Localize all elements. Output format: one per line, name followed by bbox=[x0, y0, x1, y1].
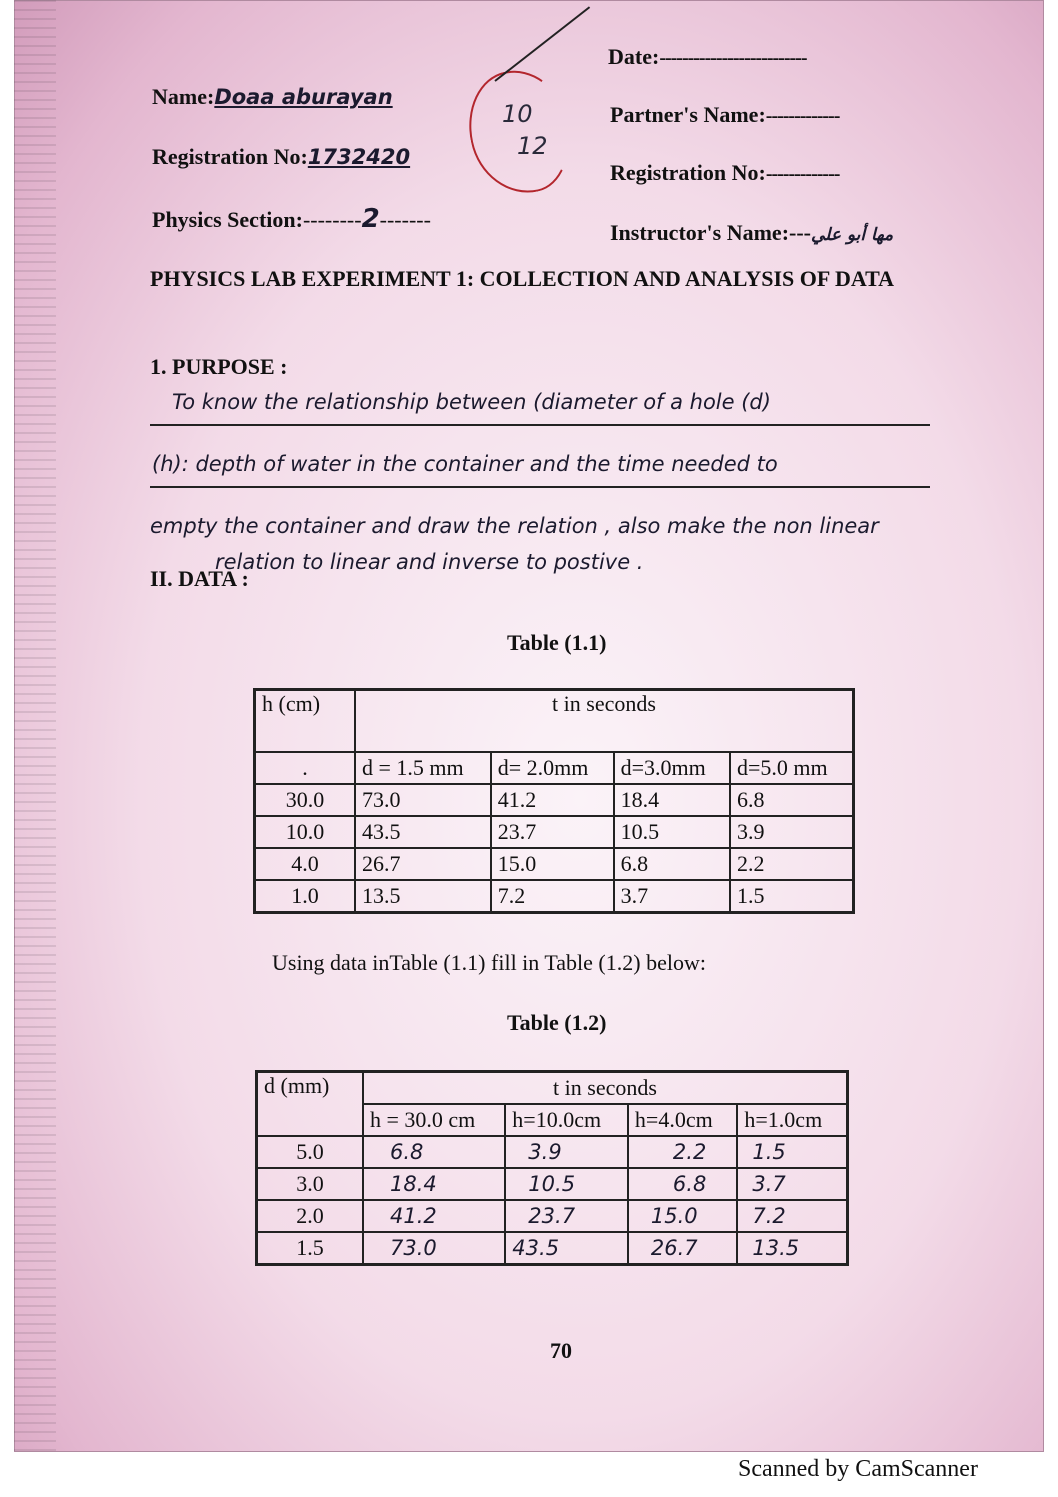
page-number: 70 bbox=[550, 1338, 572, 1363]
grade-score: 10 bbox=[502, 100, 533, 128]
name-value: Doaa aburayan bbox=[214, 85, 393, 109]
t-value: 41.2 bbox=[491, 784, 614, 816]
section-field: Physics Section:--------2------- bbox=[152, 204, 431, 234]
col-header: d=5.0 mm bbox=[730, 752, 853, 784]
t-value: 2.2 bbox=[628, 1136, 737, 1168]
t-header: t in seconds bbox=[355, 690, 854, 752]
t-value: 3.7 bbox=[614, 880, 730, 913]
table-row bbox=[255, 848, 854, 880]
table-1-1 bbox=[253, 688, 855, 914]
partner-field bbox=[610, 102, 839, 128]
date-label: Date: bbox=[608, 44, 660, 69]
t-value: 18.4 bbox=[363, 1168, 505, 1200]
registration-label: Registration No: bbox=[152, 144, 308, 169]
table-1-2 bbox=[255, 1070, 849, 1266]
t-value: 26.7 bbox=[355, 848, 491, 880]
purpose-text-3: empty the container and draw the relation , also make the non linear bbox=[150, 514, 879, 538]
t-value: 3.7 bbox=[737, 1168, 847, 1200]
col-header: h=4.0cm bbox=[628, 1104, 737, 1136]
col-header: h = 30.0 cm bbox=[363, 1104, 505, 1136]
t-value: 1.5 bbox=[730, 880, 853, 913]
table-row bbox=[257, 1168, 848, 1200]
col-header: h=10.0cm bbox=[505, 1104, 628, 1136]
d-header: d (mm) bbox=[257, 1072, 364, 1137]
table-row bbox=[257, 1200, 848, 1232]
d-value: 1.5 bbox=[257, 1232, 364, 1265]
instructor-label: Instructor's Name: bbox=[610, 220, 790, 245]
t-value: 6.8 bbox=[614, 848, 730, 880]
data-heading: II. DATA : bbox=[150, 566, 249, 591]
section-label: Physics Section: bbox=[152, 207, 303, 232]
purpose-line-1 bbox=[150, 386, 930, 426]
partner-value: ------------- bbox=[765, 105, 840, 127]
table2-caption: Table (1.2) bbox=[507, 1010, 607, 1035]
partner-registration-label: Registration No: bbox=[610, 160, 766, 185]
registration-field bbox=[152, 144, 410, 170]
t-value: 3.9 bbox=[505, 1136, 628, 1168]
t-value: 43.5 bbox=[505, 1232, 628, 1265]
instructor-field: Instructor's Name:---مها أبو علي bbox=[610, 220, 894, 245]
registration-value: 1732420 bbox=[307, 145, 411, 169]
t-value: 73.0 bbox=[355, 784, 491, 816]
t-value: 6.8 bbox=[628, 1168, 737, 1200]
purpose-line-2 bbox=[150, 448, 930, 488]
t-value: 43.5 bbox=[355, 816, 491, 848]
purpose-text-2: (h): depth of water in the container and the time needed to bbox=[152, 452, 778, 476]
empty-cell: . bbox=[255, 752, 356, 784]
table-row bbox=[255, 880, 854, 913]
d-value: 5.0 bbox=[257, 1136, 364, 1168]
table-row bbox=[255, 784, 854, 816]
t-value: 6.8 bbox=[730, 784, 853, 816]
table-row bbox=[255, 816, 854, 848]
partner-registration-value: ------------- bbox=[765, 163, 840, 185]
table-row bbox=[257, 1232, 848, 1265]
section-value: 2 bbox=[361, 204, 380, 234]
purpose-heading: 1. PURPOSE : bbox=[150, 354, 288, 379]
t-value: 41.2 bbox=[363, 1200, 505, 1232]
t-value: 7.2 bbox=[491, 880, 614, 913]
h-value: 10.0 bbox=[255, 816, 356, 848]
date-value: -------------------------- bbox=[659, 47, 807, 69]
h-value: 4.0 bbox=[255, 848, 356, 880]
col-header: h=1.0cm bbox=[737, 1104, 847, 1136]
t-header: t in seconds bbox=[363, 1072, 848, 1105]
t-value: 23.7 bbox=[505, 1200, 628, 1232]
instructor-value: مها أبو علي bbox=[811, 225, 894, 245]
t-value: 3.9 bbox=[730, 816, 853, 848]
h-value: 1.0 bbox=[255, 880, 356, 913]
t-value: 26.7 bbox=[628, 1232, 737, 1265]
partner-label: Partner's Name: bbox=[610, 102, 766, 127]
d-value: 2.0 bbox=[257, 1200, 364, 1232]
d-value: 3.0 bbox=[257, 1168, 364, 1200]
t-value: 13.5 bbox=[355, 880, 491, 913]
t-value: 18.4 bbox=[614, 784, 730, 816]
h-header: h (cm) bbox=[255, 690, 356, 752]
date-field bbox=[608, 44, 806, 70]
purpose-text-4: relation to linear and inverse to postive . bbox=[215, 550, 644, 574]
h-value: 30.0 bbox=[255, 784, 356, 816]
name-field bbox=[152, 84, 393, 110]
name-label: Name: bbox=[152, 84, 215, 109]
t-value: 10.5 bbox=[505, 1168, 628, 1200]
col-header: d=3.0mm bbox=[614, 752, 730, 784]
t-value: 10.5 bbox=[614, 816, 730, 848]
t-value: 15.0 bbox=[491, 848, 614, 880]
t-value: 73.0 bbox=[363, 1232, 505, 1265]
col-header: d = 1.5 mm bbox=[355, 752, 491, 784]
camscanner-footer: Scanned by CamScanner bbox=[738, 1456, 978, 1482]
col-header: d= 2.0mm bbox=[491, 752, 614, 784]
t-value: 1.5 bbox=[737, 1136, 847, 1168]
purpose-text-1: To know the relationship between (diameter of a hole (d) bbox=[172, 390, 771, 414]
partner-registration-field bbox=[610, 160, 839, 186]
t-value: 13.5 bbox=[737, 1232, 847, 1265]
grade-total: 12 bbox=[517, 132, 548, 160]
t-value: 23.7 bbox=[491, 816, 614, 848]
table-row bbox=[257, 1136, 848, 1168]
t-value: 2.2 bbox=[730, 848, 853, 880]
experiment-title: PHYSICS LAB EXPERIMENT 1: COLLECTION AND ANALYSIS OF DATA bbox=[150, 266, 895, 291]
t-value: 7.2 bbox=[737, 1200, 847, 1232]
t-value: 6.8 bbox=[363, 1136, 505, 1168]
binding-edge bbox=[14, 0, 56, 1452]
instruction-text: Using data inTable (1.1) fill in Table (1.2) below: bbox=[272, 950, 706, 975]
table1-caption: Table (1.1) bbox=[507, 630, 607, 655]
t-value: 15.0 bbox=[628, 1200, 737, 1232]
